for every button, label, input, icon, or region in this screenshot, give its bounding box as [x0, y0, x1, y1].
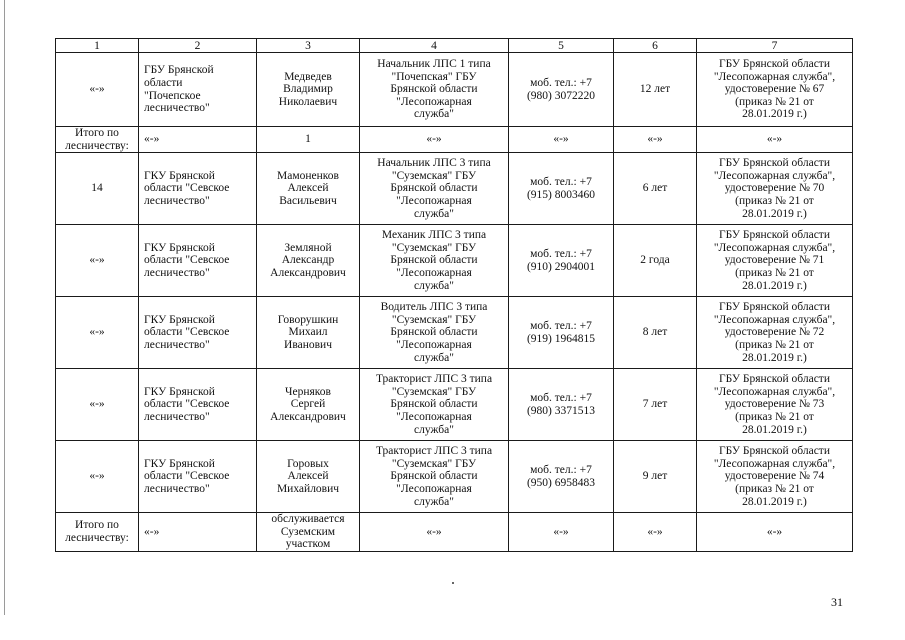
column-header: 5: [509, 39, 614, 53]
row-number-cell: «-»: [56, 441, 139, 513]
position-cell: Тракторист ЛПС 3 типа "Суземская" ГБУ Брянской области "Лесопожарная служба": [360, 441, 509, 513]
column-header: 3: [257, 39, 360, 53]
certificate-cell: ГБУ Брянской области "Лесопожарная служба", удостоверение № 74 (приказ № 21 от 28.01.2019 г.): [697, 441, 853, 513]
full-name-cell: Черняков Сергей Александрович: [257, 369, 360, 441]
position-cell: «-»: [360, 513, 509, 552]
forestry-cell: ГБУ Брянской области "Почепское лесничество": [139, 53, 257, 127]
experience-cell: 8 лет: [614, 297, 697, 369]
certificate-cell: ГБУ Брянской области "Лесопожарная служба", удостоверение № 70 (приказ № 21 от 28.01.2019 г.): [697, 153, 853, 225]
scan-edge-line: [4, 0, 5, 615]
forest-fire-staff-table: [55, 38, 853, 552]
full-name-cell: Медведев Владимир Николаевич: [257, 53, 360, 127]
page-number: 31: [831, 595, 843, 609]
row-number-cell: Итого по лесничеству:: [56, 127, 139, 153]
phone-cell: моб. тел.: +7 (950) 6958483: [509, 441, 614, 513]
subtotal-row: [56, 127, 853, 153]
forestry-cell: ГКУ Брянской области "Севское лесничество": [139, 225, 257, 297]
full-name-cell: Земляной Александр Александрович: [257, 225, 360, 297]
column-header: 2: [139, 39, 257, 53]
column-header: 1: [56, 39, 139, 53]
forestry-cell: ГКУ Брянской области "Севское лесничество": [139, 441, 257, 513]
row-number-cell: «-»: [56, 225, 139, 297]
phone-cell: моб. тел.: +7 (919) 1964815: [509, 297, 614, 369]
full-name-cell: Мамоненков Алексей Васильевич: [257, 153, 360, 225]
position-cell: Тракторист ЛПС 3 типа "Суземская" ГБУ Брянской области "Лесопожарная служба": [360, 369, 509, 441]
position-cell: Водитель ЛПС 3 типа "Суземская" ГБУ Брянской области "Лесопожарная служба": [360, 297, 509, 369]
full-name-cell: обслуживается Суземским участком: [257, 513, 360, 552]
phone-cell: моб. тел.: +7 (915) 8003460: [509, 153, 614, 225]
subtotal-row: [56, 513, 853, 552]
phone-cell: моб. тел.: +7 (980) 3072220: [509, 53, 614, 127]
table-row: [56, 225, 853, 297]
row-number-cell: «-»: [56, 369, 139, 441]
row-number-cell: 14: [56, 153, 139, 225]
experience-cell: 9 лет: [614, 441, 697, 513]
column-header: 7: [697, 39, 853, 53]
experience-cell: 7 лет: [614, 369, 697, 441]
forestry-cell: «-»: [139, 127, 257, 153]
forestry-cell: ГКУ Брянской области "Севское лесничество": [139, 153, 257, 225]
column-header: 4: [360, 39, 509, 53]
experience-cell: 12 лет: [614, 53, 697, 127]
certificate-cell: ГБУ Брянской области "Лесопожарная служба", удостоверение № 67 (приказ № 21 от 28.01.2019 г.): [697, 53, 853, 127]
table-row: [56, 369, 853, 441]
forestry-cell: ГКУ Брянской области "Севское лесничество": [139, 369, 257, 441]
full-name-cell: Горовых Алексей Михайлович: [257, 441, 360, 513]
experience-cell: 6 лет: [614, 153, 697, 225]
experience-cell: «-»: [614, 127, 697, 153]
phone-cell: «-»: [509, 127, 614, 153]
row-number-cell: «-»: [56, 297, 139, 369]
table-row: [56, 53, 853, 127]
experience-cell: 2 года: [614, 225, 697, 297]
position-cell: Начальник ЛПС 3 типа "Суземская" ГБУ Брянской области "Лесопожарная служба": [360, 153, 509, 225]
forestry-cell: «-»: [139, 513, 257, 552]
experience-cell: «-»: [614, 513, 697, 552]
table-row: [56, 153, 853, 225]
column-number-header-row: [56, 39, 853, 53]
phone-cell: моб. тел.: +7 (910) 2904001: [509, 225, 614, 297]
column-header: 6: [614, 39, 697, 53]
row-number-cell: «-»: [56, 53, 139, 127]
full-name-cell: Говорушкин Михаил Иванович: [257, 297, 360, 369]
position-cell: «-»: [360, 127, 509, 153]
phone-cell: «-»: [509, 513, 614, 552]
certificate-cell: ГБУ Брянской области "Лесопожарная служба", удостоверение № 73 (приказ № 21 от 28.01.2019 г.): [697, 369, 853, 441]
scan-speck: [452, 582, 454, 584]
position-cell: Начальник ЛПС 1 типа "Почепская" ГБУ Брянской области "Лесопожарная служба": [360, 53, 509, 127]
certificate-cell: «-»: [697, 513, 853, 552]
forestry-cell: ГКУ Брянской области "Севское лесничество": [139, 297, 257, 369]
full-name-cell: 1: [257, 127, 360, 153]
position-cell: Механик ЛПС 3 типа "Суземская" ГБУ Брянской области "Лесопожарная служба": [360, 225, 509, 297]
row-number-cell: Итого по лесничеству:: [56, 513, 139, 552]
certificate-cell: «-»: [697, 127, 853, 153]
table-row: [56, 441, 853, 513]
table-row: [56, 297, 853, 369]
certificate-cell: ГБУ Брянской области "Лесопожарная служба", удостоверение № 72 (приказ № 21 от 28.01.2019 г.): [697, 297, 853, 369]
certificate-cell: ГБУ Брянской области "Лесопожарная служба", удостоверение № 71 (приказ № 21 от 28.01.2019 г.): [697, 225, 853, 297]
phone-cell: моб. тел.: +7 (980) 3371513: [509, 369, 614, 441]
